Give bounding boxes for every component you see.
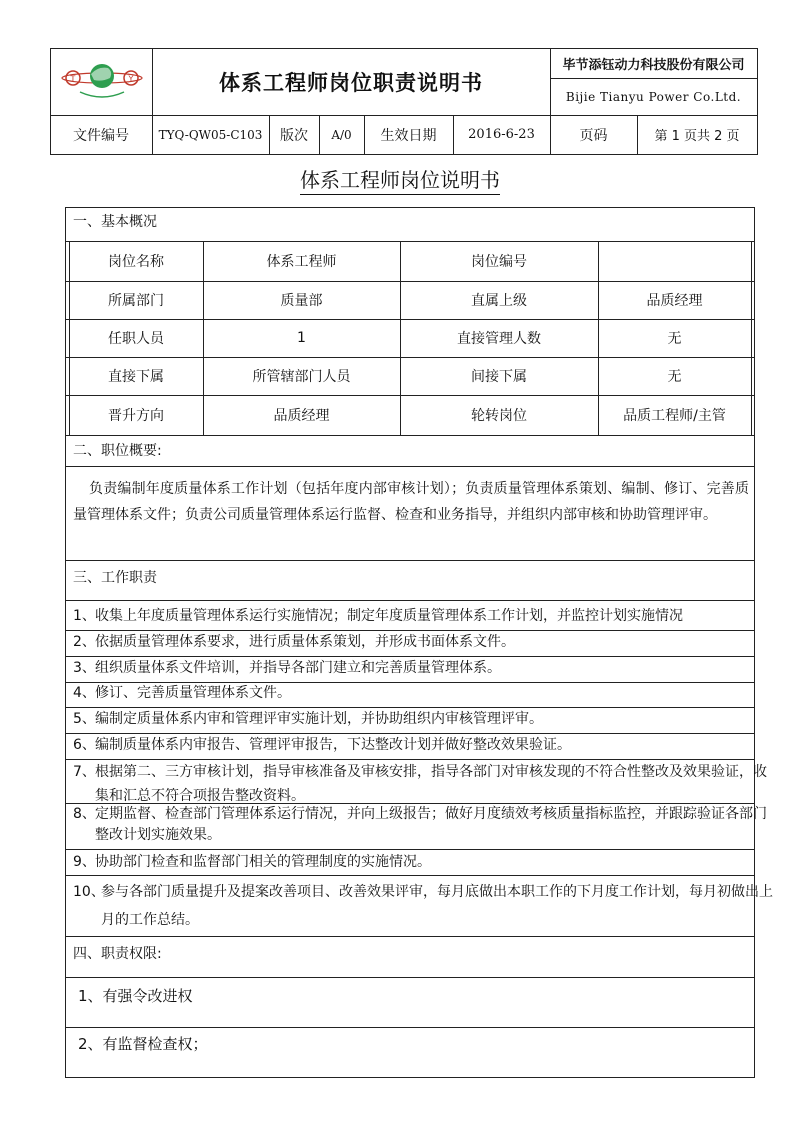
- table-cell: 所属部门: [108, 293, 164, 309]
- list-item: [73, 733, 753, 757]
- table-cell: 体系工程师: [266, 254, 337, 270]
- version-value: A/0: [331, 127, 352, 142]
- table-cell: [598, 241, 751, 281]
- company-logo: [58, 52, 146, 112]
- list-item-text: 定期监督、检查部门管理体系运行情况，并向上级报告；做好月度绩效考核质量指标监控，并跟踪验证各部门整改计划实施效果。: [95, 806, 767, 843]
- list-item-number: 6、: [73, 737, 96, 753]
- authority-item: 1、有强令改进权: [78, 987, 193, 1005]
- svg-text:T: T: [70, 74, 76, 84]
- list-item-text: 编制定质量体系内审和管理评审实施计划，并协助组织内审核管理评审。: [95, 711, 543, 727]
- list-item-text: 收集上年度质量管理体系运行实施情况；制定年度质量管理体系工作计划，并监控计划实施情况: [95, 608, 683, 624]
- list-item: [73, 760, 775, 808]
- list-item-text: 协助部门检查和监督部门相关的管理制度的实施情况。: [95, 854, 431, 870]
- table-cell: 品质经理: [273, 408, 330, 424]
- company-logo-graphic: [58, 52, 146, 112]
- table-cell: 无: [667, 369, 682, 385]
- table-cell: 岗位编号: [471, 254, 527, 270]
- effective-date-label: 生效日期: [380, 127, 437, 144]
- section-authority-heading: 四、职责权限:: [73, 946, 162, 962]
- list-item-text: 组织质量体系文件培训，并指导各部门建立和完善质量管理体系。: [95, 660, 501, 676]
- section-summary-text: 负责编制年度质量体系工作计划（包括年度内部审核计划）；负责质量管理体系策划、编制、修订、完善质量管理体系文件；负责公司质量管理体系运行监督、检查和业务指导，并组织内部审核和协助管理评审。: [73, 481, 749, 523]
- list-item-text: 依据质量管理体系要求，进行质量体系策划，并形成书面体系文件。: [95, 634, 515, 650]
- document-title: 体系工程师岗位职责说明书: [219, 70, 483, 95]
- table-cell: 1: [297, 330, 306, 346]
- list-item-number: 3、: [73, 660, 96, 676]
- table-cell: 品质工程师/主管: [623, 408, 726, 424]
- list-item-number: 9、: [73, 854, 96, 870]
- table-cell: 岗位名称: [108, 254, 164, 270]
- list-item-number: 7、: [73, 764, 96, 780]
- table-cell: 间接下属: [471, 369, 527, 385]
- list-item-text: 修订、完善质量管理体系文件。: [95, 685, 291, 701]
- table-cell: 晋升方向: [108, 408, 164, 424]
- table-cell: 质量部: [280, 293, 323, 309]
- table-cell: 直属上级: [471, 293, 527, 309]
- svg-text:Y: Y: [128, 74, 134, 84]
- table-cell: 所管辖部门人员: [252, 369, 351, 385]
- list-item: [73, 656, 753, 680]
- company-name-en: Bijie Tianyu Power Co.Ltd.: [565, 89, 742, 104]
- list-item-number: 4、: [73, 685, 96, 701]
- list-item-number: 1、: [73, 608, 96, 624]
- page-value: 第 1 页共 2 页: [654, 129, 740, 144]
- list-item-text: 编制质量体系内审报告、管理评审报告，下达整改计划并做好整改效果验证。: [95, 737, 571, 753]
- list-item-text: 根据第二、三方审核计划，指导审核准备及审核安排，指导各部门对审核发现的不符合性整改及效果验证，收集和汇总不符合项报告整改资料。: [95, 764, 767, 804]
- page-title-text: 体系工程师岗位说明书: [300, 164, 500, 195]
- version-label: 版次: [280, 127, 308, 144]
- list-item: [73, 878, 781, 934]
- table-cell: 品质经理: [646, 293, 703, 309]
- file-no-label: 文件编号: [73, 127, 129, 144]
- file-no-value: TYQ-QW05-C103: [158, 127, 263, 142]
- page-label: 页码: [579, 127, 608, 144]
- table-cell: 无: [667, 331, 682, 347]
- list-item: [73, 681, 753, 705]
- section-basic-heading: 一、基本概况: [73, 214, 157, 230]
- list-item: [73, 850, 753, 874]
- effective-date-value: 2016-6-23: [468, 127, 535, 142]
- list-item-text: 参与各部门质量提升及提案改善项目、改善效果评审，每月底做出本职工作的下月度工作计划，每月初做出上月的工作总结。: [101, 884, 773, 928]
- list-item-number: 10、: [73, 884, 105, 900]
- page-title: [0, 160, 800, 198]
- list-item: [73, 630, 753, 654]
- list-item-number: 5、: [73, 711, 96, 727]
- list-item: [73, 604, 753, 628]
- table-cell: 直接下属: [108, 369, 164, 385]
- company-name-cn: 毕节添钰动力科技股份有限公司: [562, 57, 745, 73]
- table-cell: 直接管理人数: [457, 331, 541, 347]
- section-duties-heading: 三、工作职责: [73, 570, 157, 586]
- list-item: [73, 804, 775, 846]
- table-cell: 任职人员: [108, 331, 164, 347]
- section-summary-heading: 二、职位概要:: [73, 443, 162, 459]
- table-cell: 轮转岗位: [471, 408, 527, 424]
- authority-item: 2、有监督检查权；: [78, 1035, 208, 1053]
- list-item-number: 2、: [73, 634, 96, 650]
- list-item-number: 8、: [73, 806, 96, 822]
- list-item: [73, 707, 753, 731]
